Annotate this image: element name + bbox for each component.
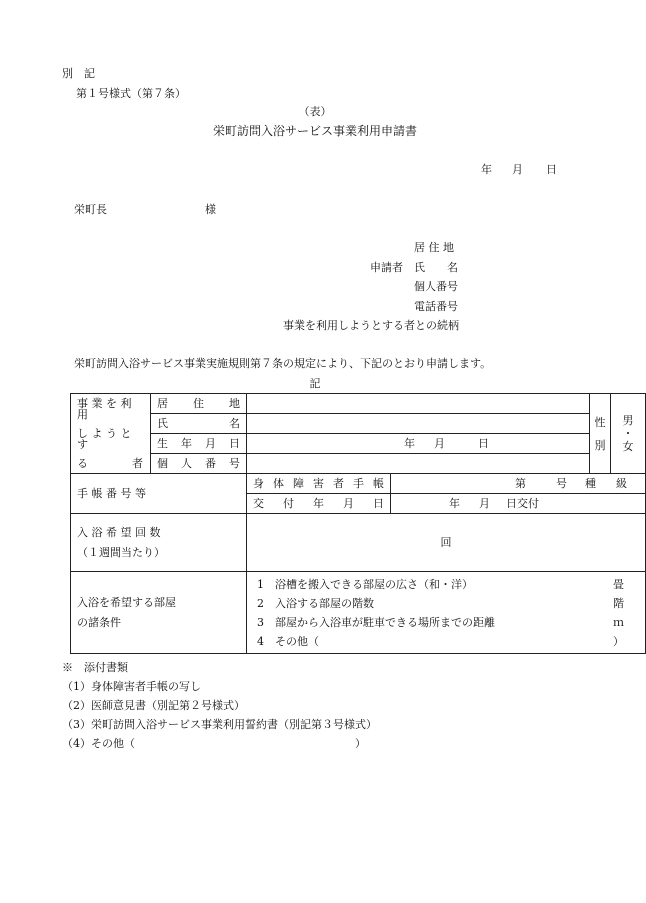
- issue-year: 年: [449, 497, 460, 510]
- frequency-label-cell: [71, 514, 247, 572]
- sex-male[interactable]: 男: [622, 414, 634, 427]
- condition-num: 1: [257, 577, 264, 591]
- conditions-label-cell: [71, 572, 247, 654]
- body-text: 栄町訪問入浴サービス事業実施規則第７条の規定により、下記のとおり申請します。: [74, 357, 492, 370]
- issue-label-char: 交: [253, 497, 264, 510]
- condition-text: 浴槽を搬入できる部屋の広さ（和・洋）: [275, 577, 473, 591]
- addressee-name: 栄町長: [74, 203, 107, 216]
- attachment-label: 別 記: [62, 67, 95, 80]
- addressee-honorific: 様: [205, 203, 216, 216]
- birthdate-year: 年: [404, 437, 415, 450]
- page-title: 栄町訪問入浴サービス事業利用申請書: [212, 124, 417, 138]
- applicant-name-label: 氏 名: [414, 261, 458, 274]
- application-table: [70, 393, 646, 654]
- birthdate-label-char: 月: [205, 437, 216, 450]
- applicant-address-label: 居 住 地: [414, 241, 454, 254]
- attachment-item: （2）医師意見書（別記第２号様式）: [62, 699, 245, 712]
- condition-unit: ）: [613, 634, 625, 648]
- sex-separator: ・: [622, 427, 634, 440]
- handbook-kyu: 級: [616, 477, 627, 490]
- conditions-label-line1: 入浴を希望する部屋: [77, 595, 176, 609]
- condition-text: 部屋から入浴車が駐車できる場所までの距離: [275, 615, 495, 629]
- handbook-row2-label: [247, 494, 391, 514]
- condition-text: 入浴する部屋の階数: [275, 596, 374, 610]
- applicant-phone-label: 電話番号: [414, 300, 458, 313]
- issue-label-char: 年: [313, 497, 324, 510]
- user-label-cell: [71, 394, 151, 474]
- conditions-cell: [247, 572, 646, 654]
- frequency-label-line1: 入 浴 希 望 回 数: [77, 525, 161, 539]
- frequency-unit: 回: [440, 536, 452, 549]
- birthdate-label-cell: [151, 434, 247, 454]
- user-label-line3: る 者: [77, 457, 143, 470]
- birthdate-month: 月: [434, 437, 445, 450]
- side-label: （表）: [298, 105, 332, 118]
- condition-unit: 畳: [613, 577, 625, 591]
- handbook-row1-label: [247, 474, 391, 494]
- personal-number-label-char: 番: [205, 457, 216, 470]
- handbook-dai: 第: [515, 477, 526, 490]
- date-month: 月: [512, 163, 523, 176]
- address-label-char: 住: [193, 397, 204, 410]
- frequency-field[interactable]: [247, 514, 646, 572]
- address-field[interactable]: [247, 394, 590, 414]
- name-label-char: 氏: [157, 417, 168, 430]
- condition-num: 2: [257, 596, 264, 610]
- personal-number-label-char: 個: [157, 457, 168, 470]
- birthdate-label-char: 年: [181, 437, 192, 450]
- conditions-label-line2: の諸条件: [77, 615, 121, 629]
- sex-label-char: 別: [594, 438, 606, 452]
- handbook-number-field[interactable]: [391, 474, 646, 494]
- sex-female[interactable]: 女: [622, 440, 634, 453]
- personal-number-field[interactable]: [247, 454, 590, 474]
- attachment-item: （4）その他（ ）: [62, 737, 366, 750]
- date-year: 年: [481, 163, 492, 176]
- attachment-item: （1）身体障害者手帳の写し: [62, 680, 201, 693]
- handbook-gou: 号: [556, 477, 567, 490]
- ki-label: 記: [309, 377, 321, 390]
- issue-day: 日交付: [506, 497, 539, 510]
- date-day: 日: [546, 163, 557, 176]
- handbook-label-char: 体: [273, 477, 284, 490]
- condition-item[interactable]: [247, 575, 645, 594]
- user-label-line1: 事 業 を 利 用: [77, 397, 132, 421]
- address-label-cell: [151, 394, 247, 414]
- birthdate-label-char: 日: [229, 437, 240, 450]
- handbook-shu: 種: [585, 477, 596, 490]
- issue-label-char: 月: [343, 497, 354, 510]
- form-number: 第１号様式（第７条）: [76, 87, 186, 100]
- name-field[interactable]: [247, 414, 590, 434]
- condition-item[interactable]: [247, 613, 645, 632]
- sex-value-cell[interactable]: [611, 394, 646, 474]
- address-label-char: 地: [229, 397, 240, 410]
- address-label-char: 居: [157, 397, 168, 410]
- birthdate-day: 日: [478, 437, 489, 450]
- handbook-label-char: 者: [333, 477, 344, 490]
- condition-unit: 階: [613, 596, 625, 610]
- applicant-relationship-label: 事業を利用しようとする者との続柄: [283, 319, 459, 332]
- attachment-item: （3）栄町訪問入浴サービス事業利用誓約書（別記第３号様式）: [62, 718, 377, 731]
- issue-month: 月: [479, 497, 490, 510]
- condition-unit: ｍ: [613, 615, 625, 629]
- birthdate-field[interactable]: [247, 434, 590, 454]
- sex-label-char: 性: [594, 415, 606, 429]
- attachments-heading: ※ 添付書類: [62, 661, 128, 674]
- personal-number-label-char: 号: [229, 457, 240, 470]
- personal-number-label-char: 人: [181, 457, 192, 470]
- personal-number-label-cell: [151, 454, 247, 474]
- condition-item[interactable]: [247, 632, 645, 651]
- birthdate-label-char: 生: [157, 437, 168, 450]
- condition-text: その他（: [275, 634, 319, 648]
- issue-date-field[interactable]: [391, 494, 646, 514]
- name-label-char: 名: [229, 417, 240, 430]
- issue-label-char: 日: [373, 497, 384, 510]
- handbook-label: 手 帳 番 号 等: [77, 487, 146, 500]
- handbook-label-char: 手: [353, 477, 364, 490]
- condition-num: 4: [257, 634, 264, 648]
- applicant-personal-number-label: 個人番号: [414, 280, 458, 293]
- handbook-label-char: 害: [313, 477, 324, 490]
- sex-label-cell: [590, 394, 611, 474]
- applicant-group-label: 申請者: [370, 261, 403, 274]
- handbook-label-char: 障: [293, 477, 304, 490]
- handbook-label-char: 身: [253, 477, 264, 490]
- handbook-label-char: 帳: [373, 477, 384, 490]
- condition-num: 3: [257, 615, 264, 629]
- condition-item[interactable]: [247, 594, 645, 613]
- issue-label-char: 付: [283, 497, 294, 510]
- name-label-cell: [151, 414, 247, 434]
- handbook-label-cell: [71, 474, 247, 514]
- user-label-line2: し よ う と す: [77, 427, 132, 451]
- frequency-label-line2: （１週間当たり）: [77, 545, 165, 559]
